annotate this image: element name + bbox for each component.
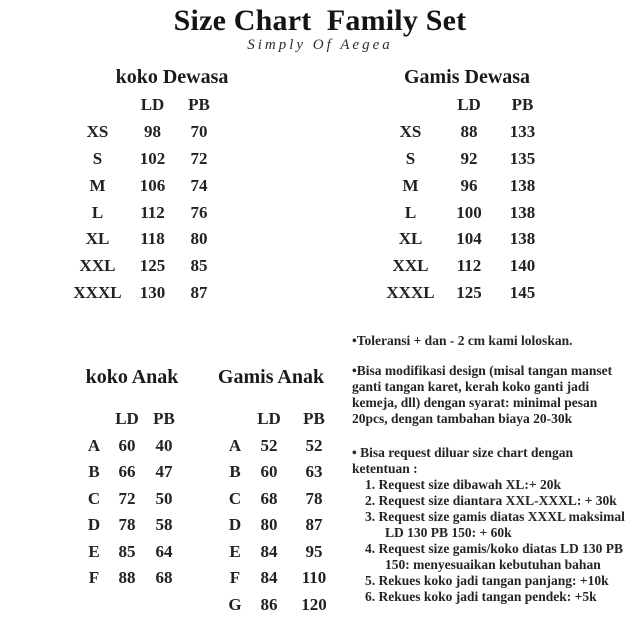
size-cell: XXXL xyxy=(73,282,122,302)
size-cell: D xyxy=(87,515,101,535)
column-header-pb: PB xyxy=(188,95,210,115)
size-cell: D xyxy=(228,515,242,535)
rule-item: 2. Request size diantara XXL-XXXL: + 30k xyxy=(365,493,617,508)
size-cell: XL xyxy=(398,229,423,249)
size-cell: C xyxy=(228,488,242,508)
ld-cell: 60 xyxy=(118,435,136,455)
ld-cell: 84 xyxy=(260,568,278,588)
column-header-ld: LD xyxy=(457,95,481,115)
ld-cell: 92 xyxy=(460,148,478,168)
size-cell: A xyxy=(87,435,101,455)
pb-cell: 85 xyxy=(190,256,208,276)
ld-cell: 52 xyxy=(260,435,278,455)
size-cell: M xyxy=(402,175,419,195)
pb-cell: 87 xyxy=(305,515,323,535)
pb-cell: 40 xyxy=(155,435,173,455)
table-gamis-anak xyxy=(220,406,340,618)
note-tolerance: •Toleransi + dan - 2 cm kami loloskan. xyxy=(352,333,573,348)
table-title-gamis-anak: Gamis Anak xyxy=(217,366,325,388)
ld-cell: 88 xyxy=(118,568,136,588)
pb-cell: 80 xyxy=(190,229,208,249)
ld-cell: 68 xyxy=(260,488,278,508)
pb-cell: 135 xyxy=(509,148,536,168)
ld-cell: 86 xyxy=(260,594,278,614)
size-cell: A xyxy=(228,435,242,455)
size-cell: XXXL xyxy=(386,282,435,302)
corner-cell xyxy=(70,92,125,119)
pb-cell: 145 xyxy=(509,282,536,302)
corner-cell xyxy=(378,92,443,119)
table-koko-anak xyxy=(80,406,182,592)
pb-cell: 64 xyxy=(155,541,173,561)
rule-item: 5. Rekues koko jadi tangan panjang: +10k xyxy=(365,573,609,588)
pb-cell: 76 xyxy=(190,202,208,222)
pb-cell: 95 xyxy=(305,541,323,561)
ld-cell: 130 xyxy=(139,282,166,302)
pb-cell: 133 xyxy=(509,122,536,142)
ld-cell: 84 xyxy=(260,541,278,561)
note-request-rules xyxy=(352,477,632,605)
size-cell: S xyxy=(405,148,416,168)
ld-cell: 80 xyxy=(260,515,278,535)
size-cell: XL xyxy=(85,229,110,249)
ld-cell: 106 xyxy=(139,175,166,195)
size-cell: G xyxy=(228,594,242,614)
ld-cell: 112 xyxy=(140,202,165,222)
table-title-gamis-dewasa: Gamis Dewasa xyxy=(403,66,531,88)
size-cell: XXL xyxy=(79,256,116,276)
column-header-pb: PB xyxy=(511,95,534,115)
ld-cell: 88 xyxy=(460,122,478,142)
note-request-intro: • Bisa request diluar size chart dengan ketentuan : xyxy=(352,445,573,476)
ld-cell: 125 xyxy=(139,256,166,276)
pb-cell: 140 xyxy=(509,256,536,276)
pb-cell: 138 xyxy=(509,202,536,222)
pb-cell: 110 xyxy=(301,568,327,588)
ld-cell: 96 xyxy=(460,175,478,195)
size-cell: XS xyxy=(399,122,422,142)
pb-cell: 78 xyxy=(305,488,323,508)
pb-cell: 52 xyxy=(305,435,323,455)
size-cell: E xyxy=(88,541,100,561)
ld-cell: 112 xyxy=(456,256,482,276)
size-cell: S xyxy=(92,148,103,168)
ld-cell: 72 xyxy=(118,488,136,508)
pb-cell: 72 xyxy=(190,148,208,168)
note-request xyxy=(352,445,632,605)
ld-cell: 98 xyxy=(144,122,161,142)
pb-cell: 58 xyxy=(155,515,173,535)
note-modification: •Bisa modifikasi design (misal tangan manset ganti tangan karet, kerah koko ganti jadi kemeja, dll) dengan syarat: minimal pesan 20pcs, dengan tambahan biaya 20-30k xyxy=(352,363,613,426)
rule-item: 4. Request size gamis/koko diatas LD 130 PB 150: menyesuaikan kebutuhan bahan xyxy=(365,541,624,572)
pb-cell: 63 xyxy=(305,462,323,482)
size-cell: B xyxy=(88,462,100,482)
pb-cell: 47 xyxy=(155,462,173,482)
ld-cell: 118 xyxy=(140,229,165,249)
size-cell: L xyxy=(404,202,417,222)
ld-cell: 125 xyxy=(456,282,482,302)
table-koko-dewasa xyxy=(70,92,218,306)
size-cell: M xyxy=(89,175,106,195)
column-header-ld: LD xyxy=(115,409,139,429)
rule-item: 1. Request size dibawah XL:+ 20k xyxy=(365,477,561,492)
ld-cell: 104 xyxy=(456,229,482,249)
pb-cell: 120 xyxy=(301,594,327,614)
size-cell: C xyxy=(87,488,101,508)
page-title: Size Chart Family Set xyxy=(173,4,467,37)
rule-item: 6. Rekues koko jadi tangan pendek: +5k xyxy=(365,589,597,604)
column-header-pb: PB xyxy=(303,409,325,429)
column-header-pb: PB xyxy=(153,409,175,429)
ld-cell: 66 xyxy=(118,462,136,482)
pb-cell: 138 xyxy=(509,175,536,195)
table-title-koko-anak: koko Anak xyxy=(85,366,179,388)
ld-cell: 85 xyxy=(118,541,136,561)
corner-cell xyxy=(220,406,250,433)
column-header-ld: LD xyxy=(257,409,281,429)
pb-cell: 50 xyxy=(155,488,173,508)
size-cell: XXL xyxy=(392,256,429,276)
ld-cell: 100 xyxy=(456,202,482,222)
corner-cell xyxy=(80,406,108,433)
ld-cell: 78 xyxy=(118,515,136,535)
ld-cell: 102 xyxy=(139,148,166,168)
size-cell: B xyxy=(229,462,241,482)
size-cell: F xyxy=(229,568,241,588)
size-cell: L xyxy=(91,202,104,222)
pb-cell: 87 xyxy=(190,282,208,302)
pb-cell: 74 xyxy=(190,175,208,195)
brand-signature: Simply Of Aegea xyxy=(247,37,393,53)
table-gamis-dewasa xyxy=(378,92,550,306)
ld-cell: 60 xyxy=(260,462,278,482)
size-cell: E xyxy=(229,541,241,561)
pb-cell: 68 xyxy=(155,568,173,588)
pb-cell: 138 xyxy=(509,229,536,249)
table-title-koko-dewasa: koko Dewasa xyxy=(115,66,229,88)
column-header-ld: LD xyxy=(140,95,165,115)
rule-item: 3. Request size gamis diatas XXXL maksimal LD 130 PB 150: + 60k xyxy=(365,509,625,540)
size-cell: XS xyxy=(86,122,109,142)
pb-cell: 70 xyxy=(190,122,208,142)
size-cell: F xyxy=(88,568,100,588)
